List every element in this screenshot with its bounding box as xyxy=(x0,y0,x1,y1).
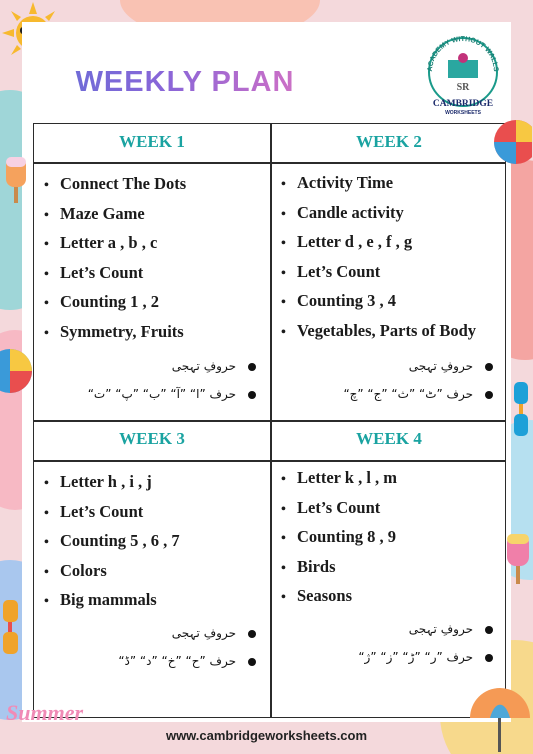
logo-brand: CAMBRIDGE xyxy=(432,99,494,109)
week-4-urdu xyxy=(358,615,493,671)
list-item: • Activity Time xyxy=(281,168,476,198)
week-1-cell xyxy=(34,124,270,420)
list-item: • Counting 8 , 9 xyxy=(281,522,397,552)
logo-mark: SR xyxy=(456,82,470,93)
week-3-heading: WEEK 3 xyxy=(119,429,185,448)
week-4-activities xyxy=(281,463,397,611)
list-item: • Big mammals xyxy=(44,585,180,615)
list-item: • Counting 3 , 4 xyxy=(281,286,476,316)
week-2-activities xyxy=(281,168,476,346)
list-item: • Counting 5 , 6 , 7 xyxy=(44,526,180,556)
urdu-text: حروفِ تہجی xyxy=(171,626,236,640)
beach-ball-icon xyxy=(492,118,532,166)
list-item: • Candle activity xyxy=(281,198,476,228)
ice-cream-icon xyxy=(503,532,533,586)
summer-badge: Summer xyxy=(6,700,84,725)
week-3-cell xyxy=(34,421,270,717)
week-4-cell xyxy=(271,421,507,717)
list-item: • Counting 1 , 2 xyxy=(44,287,186,317)
bullet-icon xyxy=(485,363,493,371)
list-item: • Symmetry, Fruits xyxy=(44,317,186,347)
list-item xyxy=(88,380,256,408)
week-2-heading: WEEK 2 xyxy=(356,132,422,151)
bullet-icon xyxy=(485,391,493,399)
bullet-icon xyxy=(248,391,256,399)
urdu-text: حرف ”ا“ ”آ“ ”ب“ ”پ“ ”ت“ xyxy=(87,387,236,401)
weekly-plan-grid xyxy=(33,123,506,718)
week-3-activities xyxy=(44,467,180,615)
urdu-text: حروفِ تہجی xyxy=(171,359,236,373)
list-item xyxy=(343,380,493,408)
urdu-text: حرف ”ح“ ”خ“ ”د“ ”ڈ“ xyxy=(118,654,236,668)
footer-url: www.cambridgeworksheets.com xyxy=(165,728,368,743)
week-1-urdu xyxy=(88,352,256,408)
list-item: • Connect The Dots xyxy=(44,169,186,199)
list-item xyxy=(118,647,256,675)
logo-top-text: ACADEMY WITHOUT WALLS xyxy=(426,35,500,72)
list-item: • Seasons xyxy=(281,581,397,611)
week-1-heading: WEEK 1 xyxy=(119,132,185,151)
urdu-text: حروفِ تہجی xyxy=(408,359,473,373)
urdu-text: حرف ”ٹ“ ”ث“ ”ج“ ”چ“ xyxy=(343,387,473,401)
week-1-activities xyxy=(44,169,186,347)
list-item: • Let’s Count xyxy=(281,493,397,523)
list-item: • Let’s Count xyxy=(44,258,186,288)
list-item: • Letter d , e , f , g xyxy=(281,227,476,257)
bullet-icon xyxy=(248,658,256,666)
week-3-urdu xyxy=(118,619,256,675)
bullet-icon xyxy=(248,363,256,371)
week-4-heading: WEEK 4 xyxy=(356,429,422,448)
list-item: • Birds xyxy=(281,552,397,582)
list-item xyxy=(358,615,493,643)
list-item: • Let’s Count xyxy=(281,257,476,287)
list-item xyxy=(118,619,256,647)
list-item xyxy=(358,643,493,671)
bullet-icon xyxy=(248,630,256,638)
list-item: • Letter h , i , j xyxy=(44,467,180,497)
beach-ball-icon xyxy=(0,348,34,394)
list-item: • Letter k , l , m xyxy=(281,463,397,493)
sunglasses-icon xyxy=(0,598,24,658)
list-item: • Vegetables, Parts of Body xyxy=(281,316,476,346)
list-item xyxy=(88,352,256,380)
list-item: • Maze Game xyxy=(44,199,186,229)
list-item: • Let’s Count xyxy=(44,497,180,527)
cambridge-logo xyxy=(420,28,506,120)
sunglasses-icon xyxy=(510,380,533,440)
week-2-cell xyxy=(271,124,507,420)
ice-cream-icon xyxy=(2,155,30,205)
list-item xyxy=(343,352,493,380)
list-item: • Colors xyxy=(44,556,180,586)
list-item: • Letter a , b , c xyxy=(44,228,186,258)
urdu-text: حروفِ تہجی xyxy=(408,622,473,636)
urdu-text: حرف ”ر“ ”ڑ“ ”ز“ ”ژ“ xyxy=(358,650,473,664)
bullet-icon xyxy=(485,654,493,662)
logo-sub: WORKSHEETS xyxy=(445,110,481,116)
page-title: WEEKLY PLAN xyxy=(0,66,370,99)
bullet-icon xyxy=(485,626,493,634)
week-2-urdu xyxy=(343,352,493,408)
